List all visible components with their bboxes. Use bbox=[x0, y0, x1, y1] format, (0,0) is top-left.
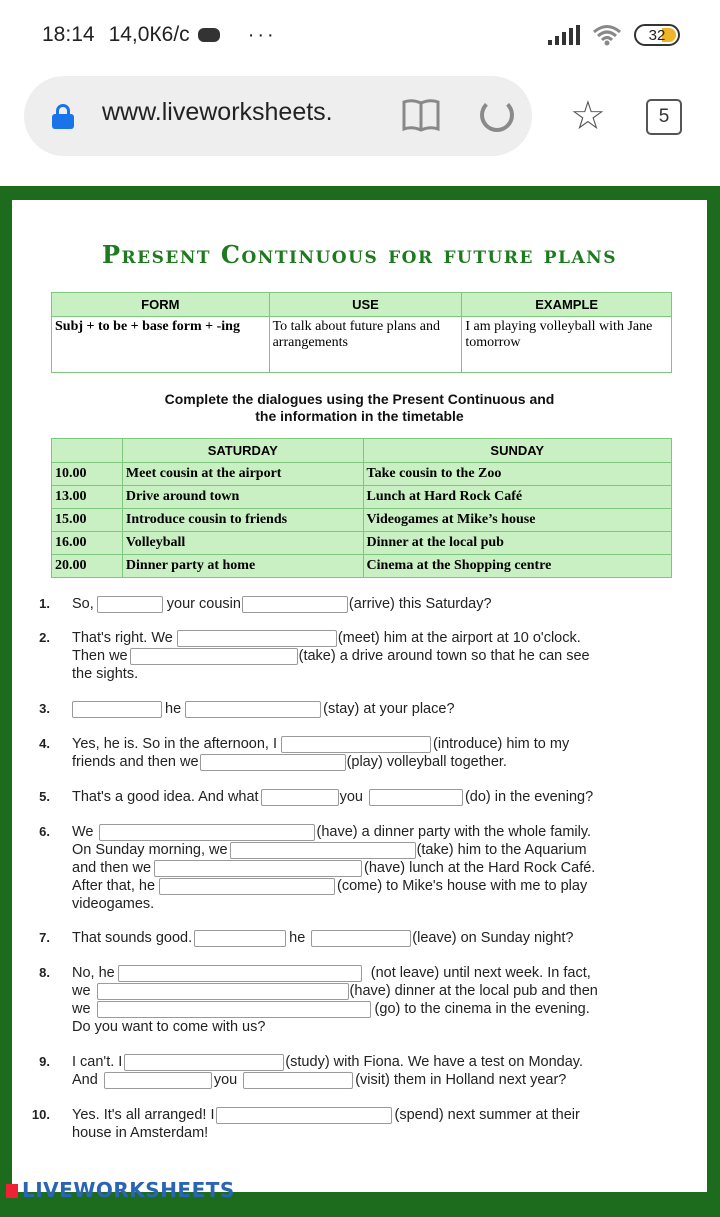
saturday-cell: Volleyball bbox=[122, 532, 363, 555]
timetable-corner-header bbox=[52, 439, 123, 463]
brand-text: LIVEWORKSHEETS bbox=[22, 1178, 235, 1202]
exercise-text: (take) a drive around town so that he can see bbox=[298, 648, 590, 664]
exercise-text: (take) him to the Aquarium bbox=[416, 842, 587, 858]
answer-input[interactable] bbox=[118, 965, 362, 982]
exercise-number: 7. bbox=[39, 930, 50, 945]
saturday-cell: Meet cousin at the airport bbox=[122, 463, 363, 486]
exercise-text: friends and then we bbox=[72, 754, 199, 770]
answer-input[interactable] bbox=[97, 983, 349, 1000]
instruction-line-1: Complete the dialogues using the Present Continuous and bbox=[164, 391, 555, 407]
exercise-text: (do) in the evening? bbox=[464, 789, 594, 805]
exercise-text: he bbox=[289, 930, 306, 946]
sunday-header: SUNDAY bbox=[363, 439, 671, 463]
exercise-8 bbox=[39, 964, 682, 1036]
exercise-text: (meet) him at the airport at 10 o'clock. bbox=[337, 630, 581, 646]
brand-icon bbox=[6, 1184, 18, 1198]
exercise-text: we bbox=[72, 983, 91, 999]
exercise-text: I can't. I bbox=[72, 1054, 123, 1070]
exercise-text: (visit) them in Holland next year? bbox=[355, 1072, 567, 1088]
saturday-header: SATURDAY bbox=[122, 439, 363, 463]
instructions bbox=[12, 391, 707, 425]
exercise-4 bbox=[39, 735, 682, 771]
exercise-text: (have) dinner at the local pub and then bbox=[349, 983, 598, 999]
exercise-number: 10. bbox=[31, 1107, 50, 1122]
exercise-text: the sights. bbox=[72, 666, 139, 682]
table-row bbox=[52, 555, 672, 578]
status-bar bbox=[0, 0, 720, 70]
exercise-text: and then we bbox=[72, 860, 152, 876]
example-cell: I am playing volleyball with Jane tomorrow bbox=[462, 317, 672, 373]
time-cell: 13.00 bbox=[52, 486, 123, 509]
answer-input[interactable] bbox=[99, 824, 315, 841]
exercise-number: 2. bbox=[39, 630, 50, 645]
exercise-text: We bbox=[72, 824, 94, 840]
exercise-number: 9. bbox=[39, 1054, 50, 1069]
timetable bbox=[51, 438, 672, 578]
answer-input[interactable] bbox=[97, 596, 163, 613]
saturday-cell: Drive around town bbox=[122, 486, 363, 509]
exercise-number: 4. bbox=[39, 736, 50, 751]
exercise-text: (have) lunch at the Hard Rock Café. bbox=[364, 860, 596, 876]
status-network-speed: 14,0К6/с bbox=[108, 23, 190, 46]
table-row bbox=[52, 486, 672, 509]
form-header: FORM bbox=[52, 293, 270, 317]
more-notifications-icon: ··· bbox=[247, 23, 277, 46]
answer-input[interactable] bbox=[261, 789, 339, 806]
answer-input[interactable] bbox=[311, 930, 411, 947]
answer-input[interactable] bbox=[104, 1072, 212, 1089]
exercise-text: (leave) on Sunday night? bbox=[412, 930, 574, 946]
exercise-text: videogames. bbox=[72, 896, 155, 912]
exercise-text: (stay) at your place? bbox=[323, 701, 455, 717]
exercise-7 bbox=[39, 929, 682, 947]
exercise-text: house in Amsterdam! bbox=[72, 1125, 209, 1141]
exercise-5 bbox=[39, 788, 682, 806]
exercise-text: That's right. We bbox=[72, 630, 173, 646]
signal-icon bbox=[548, 25, 580, 45]
bookmark-star-icon[interactable]: ☆ bbox=[570, 94, 606, 138]
answer-input[interactable] bbox=[159, 878, 335, 895]
answer-input[interactable] bbox=[124, 1054, 284, 1071]
sunday-cell: Cinema at the Shopping centre bbox=[363, 555, 671, 578]
time-cell: 15.00 bbox=[52, 509, 123, 532]
answer-input[interactable] bbox=[130, 648, 298, 665]
tabs-count-button[interactable]: 5 bbox=[646, 99, 682, 135]
instruction-line-2: the information in the timetable bbox=[255, 408, 464, 424]
time-cell: 16.00 bbox=[52, 532, 123, 555]
form-cell: Subj + to be + base form + -ing bbox=[52, 317, 270, 373]
answer-input[interactable] bbox=[154, 860, 362, 877]
exercise-text: Yes. It's all arranged! I bbox=[72, 1107, 215, 1123]
worksheet-frame bbox=[0, 186, 720, 1217]
table-row bbox=[52, 463, 672, 486]
exercise-text: Yes, he is. So in the afternoon, I bbox=[72, 736, 278, 752]
exercise-text: he bbox=[165, 701, 182, 717]
exercise-text: No, he bbox=[72, 965, 115, 981]
answer-input[interactable] bbox=[185, 701, 321, 718]
exercise-text: we bbox=[72, 1001, 91, 1017]
exercise-2 bbox=[39, 629, 682, 683]
exercise-number: 3. bbox=[39, 701, 50, 716]
saturday-cell: Dinner party at home bbox=[122, 555, 363, 578]
answer-input[interactable] bbox=[177, 630, 337, 647]
answer-input[interactable] bbox=[200, 754, 346, 771]
time-cell: 20.00 bbox=[52, 555, 123, 578]
answer-input[interactable] bbox=[97, 1001, 371, 1018]
form-table bbox=[51, 292, 672, 373]
answer-input[interactable] bbox=[216, 1107, 392, 1124]
battery-icon bbox=[634, 24, 680, 46]
exercise-text: (introduce) him to my bbox=[433, 736, 570, 752]
lock-icon[interactable] bbox=[52, 104, 74, 128]
use-header: USE bbox=[269, 293, 462, 317]
exercise-text: On Sunday morning, we bbox=[72, 842, 228, 858]
worksheet-title: Present Continuous for future plans bbox=[101, 240, 617, 269]
exercise-text: And bbox=[72, 1072, 98, 1088]
status-time: 18:14 bbox=[42, 23, 95, 46]
exercise-text: That sounds good. bbox=[72, 930, 193, 946]
answer-input[interactable] bbox=[72, 701, 162, 718]
table-row bbox=[52, 509, 672, 532]
exercise-text: Then we bbox=[72, 648, 128, 664]
answer-input[interactable] bbox=[369, 789, 463, 806]
browser-toolbar bbox=[0, 70, 720, 180]
liveworksheets-logo[interactable] bbox=[6, 1178, 235, 1202]
exercise-text: After that, he bbox=[72, 878, 156, 894]
answer-input[interactable] bbox=[242, 596, 348, 613]
reader-mode-icon[interactable] bbox=[402, 98, 440, 132]
exercise-3 bbox=[39, 700, 682, 718]
exercise-number: 5. bbox=[39, 789, 50, 804]
exercise-text: (come) to Mike's house with me to play bbox=[337, 878, 588, 894]
exercise-9 bbox=[39, 1053, 682, 1089]
use-cell: To talk about future plans and arrangements bbox=[269, 317, 462, 373]
answer-input[interactable] bbox=[243, 1072, 353, 1089]
example-header: EXAMPLE bbox=[462, 293, 672, 317]
reload-icon[interactable] bbox=[480, 98, 514, 132]
exercise-number: 6. bbox=[39, 824, 50, 839]
exercise-text: That's a good idea. And what bbox=[72, 789, 259, 805]
exercise-text: (arrive) this Saturday? bbox=[348, 596, 492, 612]
exercise-text: So, bbox=[72, 596, 94, 612]
table-row bbox=[52, 532, 672, 555]
exercise-text: (not leave) until next week. In fact, bbox=[370, 965, 591, 981]
exercise-text: (go) to the cinema in the evening. bbox=[374, 1001, 590, 1017]
gamepad-icon bbox=[198, 28, 220, 42]
sunday-cell: Lunch at Hard Rock Café bbox=[363, 486, 671, 509]
time-cell: 10.00 bbox=[52, 463, 123, 486]
sunday-cell: Take cousin to the Zoo bbox=[363, 463, 671, 486]
worksheet bbox=[12, 200, 707, 1192]
exercise-text: (spend) next summer at their bbox=[394, 1107, 580, 1123]
exercise-10 bbox=[31, 1106, 682, 1142]
wifi-icon bbox=[592, 24, 622, 46]
sunday-cell: Dinner at the local pub bbox=[363, 532, 671, 555]
sunday-cell: Videogames at Mike’s house bbox=[363, 509, 671, 532]
exercise-1 bbox=[39, 595, 682, 613]
exercise-text: (have) a dinner party with the whole family. bbox=[316, 824, 592, 840]
exercise-text: your cousin bbox=[166, 596, 241, 612]
answer-input[interactable] bbox=[230, 842, 416, 859]
saturday-cell: Introduce cousin to friends bbox=[122, 509, 363, 532]
exercise-text: (study) with Fiona. We have a test on Monday. bbox=[285, 1054, 583, 1070]
address-bar[interactable] bbox=[24, 76, 532, 156]
url-text[interactable]: www.liveworksheets. bbox=[102, 98, 333, 126]
battery-level: 32 bbox=[648, 26, 666, 44]
answer-input[interactable] bbox=[281, 736, 431, 753]
exercise-text: you bbox=[213, 1072, 238, 1088]
exercise-6 bbox=[39, 823, 682, 913]
exercise-number: 1. bbox=[39, 596, 50, 611]
exercise-text: you bbox=[339, 789, 363, 805]
exercise-text: Do you want to come with us? bbox=[72, 1019, 266, 1035]
exercise-number: 8. bbox=[39, 965, 50, 980]
exercise-text: (play) volleyball together. bbox=[346, 754, 507, 770]
answer-input[interactable] bbox=[194, 930, 286, 947]
